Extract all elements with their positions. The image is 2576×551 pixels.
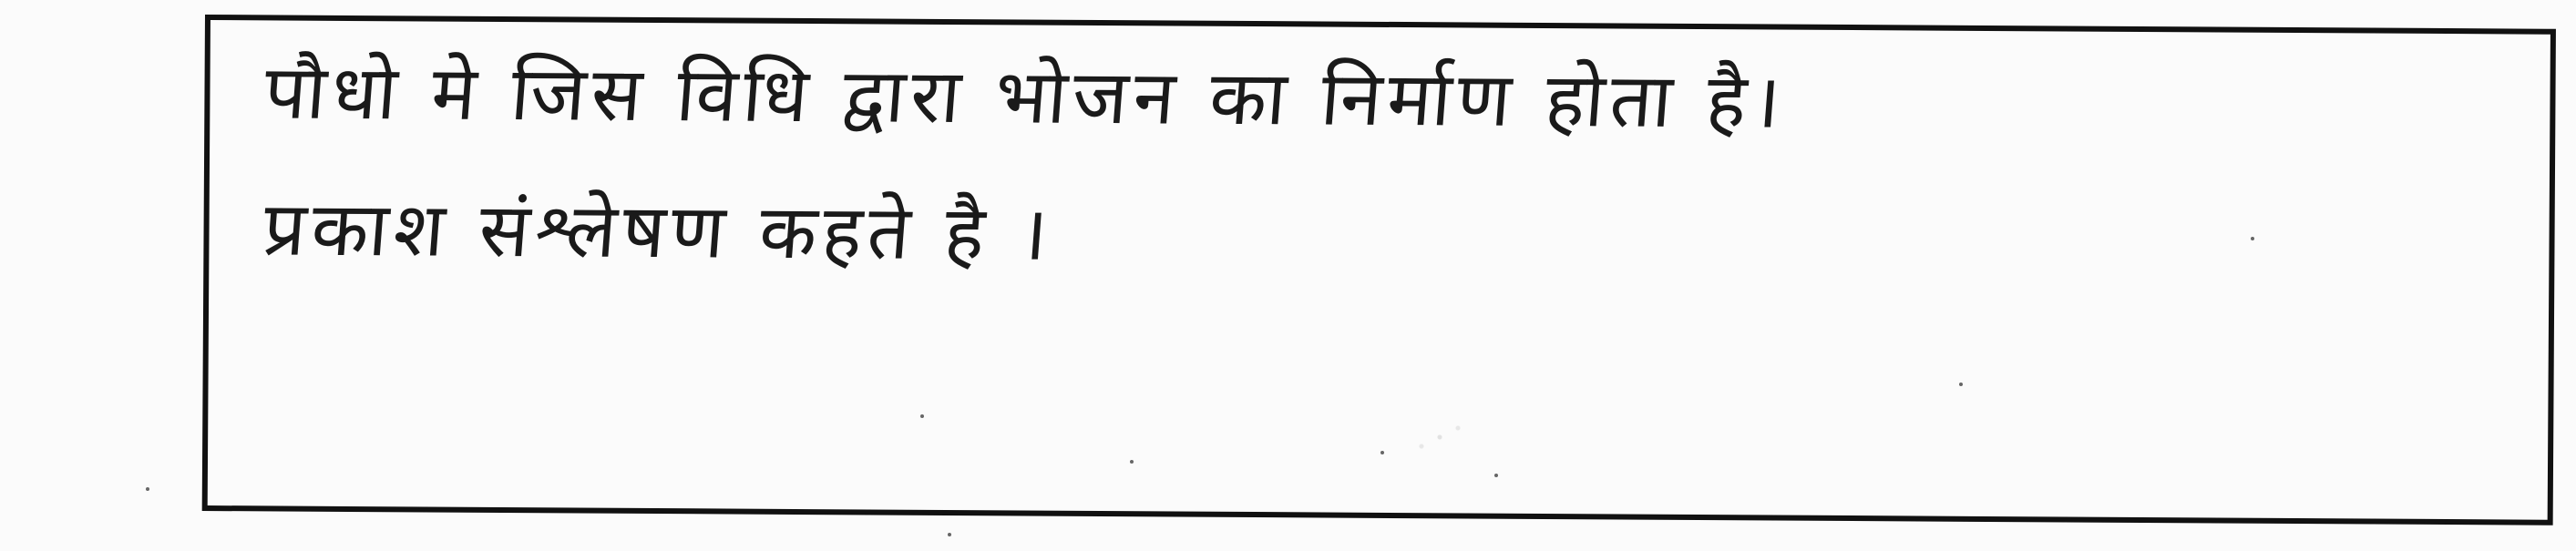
paper-speck xyxy=(948,533,951,536)
paper-speck xyxy=(1130,460,1134,464)
paper-speck xyxy=(920,414,924,418)
answer-line-1: पौधो मे जिस विधि द्वारा भोजन का निर्माण होता है। xyxy=(261,49,1790,146)
paper-speck xyxy=(1959,383,1963,386)
paper-speck xyxy=(1380,451,1384,454)
answer-line-2: प्रकाश संश्लेषण कहते है । xyxy=(260,186,1057,278)
paper-speck xyxy=(1494,474,1498,477)
paper-speck xyxy=(2251,237,2254,240)
answer-box xyxy=(202,15,2556,525)
paper-speck xyxy=(146,487,149,491)
